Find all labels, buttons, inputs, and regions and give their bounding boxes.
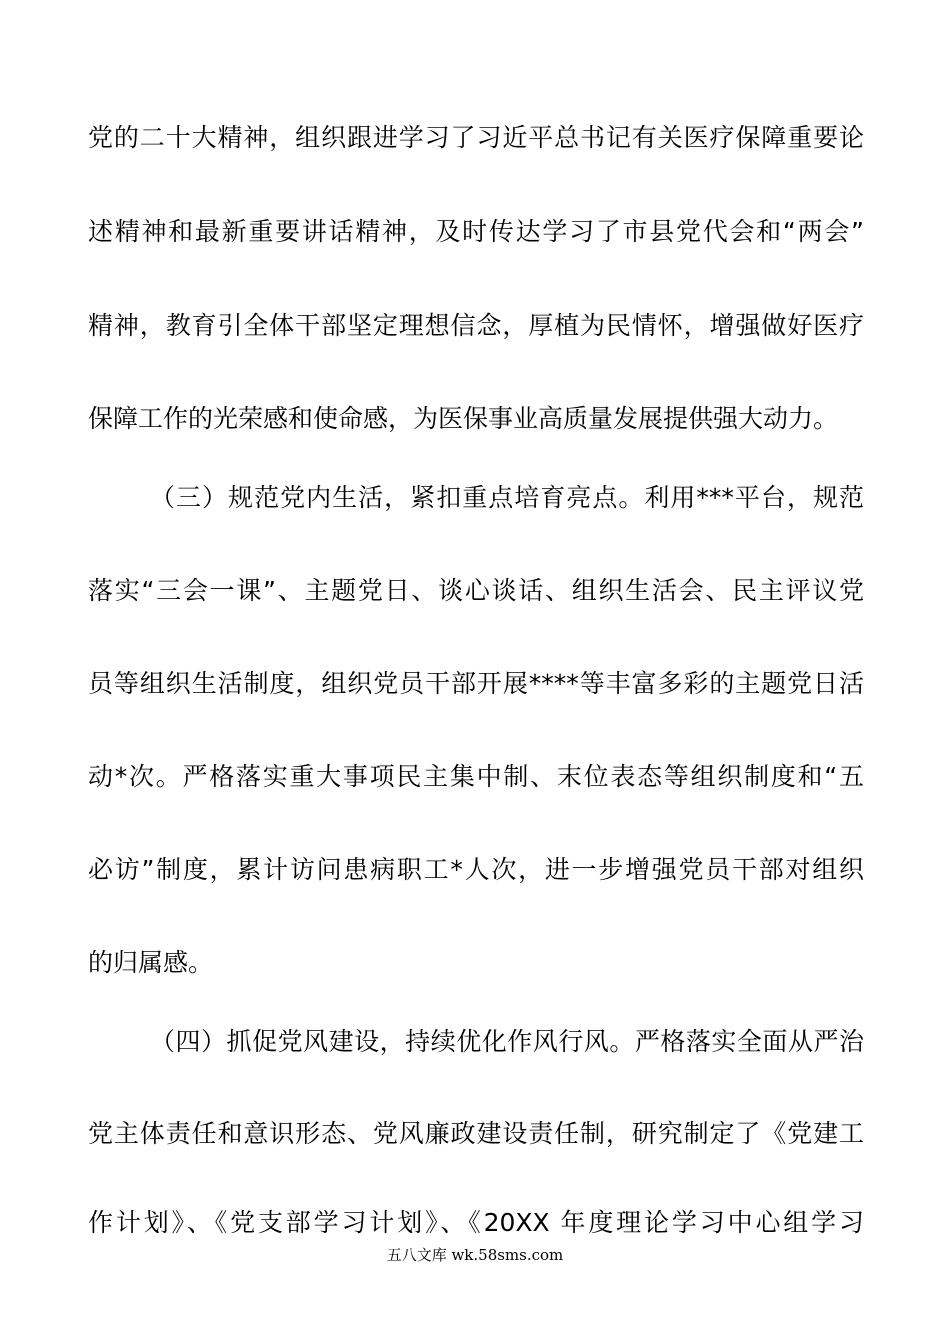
text-line-3: 精神，教育引全体干部坚定理想信念，厚植为民情怀，增强做好医疗	[88, 311, 864, 340]
text-line-4: 保障工作的光荣感和使命感，为医保事业高质量发展提供强大动力。	[88, 404, 839, 433]
text-line-13: 作计划》、《党支部学习计划》、《20XX 年度理论学习中心组学习	[88, 1208, 864, 1237]
text-line-8: 动*次。严格落实重大事项民主集中制、末位表态等组织制度和“五	[88, 762, 864, 791]
footer-watermark: 五八文库 wk.58sms.com	[386, 1246, 564, 1264]
text-line-10: 的归属感。	[88, 948, 214, 977]
text-line-1: 党的二十大精神，组织跟进学习了习近平总书记有关医疗保障重要论	[88, 123, 864, 152]
paragraph-3-heading-line: （三）规范党内生活，紧扣重点培育亮点。利用***平台，规范	[150, 483, 864, 512]
text-line-12: 党主体责任和意识形态、党风廉政建设责任制，研究制定了《党建工	[88, 1119, 864, 1148]
text-line-2: 述精神和最新重要讲话精神，及时传达学习了市县党代会和“两会”	[88, 217, 864, 246]
text-line-9: 必访”制度，累计访问患病职工*人次，进一步增强党员干部对组织	[88, 855, 864, 884]
paragraph-4-heading-line: （四）抓促党风建设，持续优化作风行风。严格落实全面从严治	[150, 1027, 864, 1056]
text-line-6: 落实“三会一课”、主题党日、谈心谈话、组织生活会、民主评议党	[88, 576, 864, 605]
text-line-7: 员等组织生活制度，组织党员干部开展****等丰富多彩的主题党日活	[88, 669, 864, 698]
